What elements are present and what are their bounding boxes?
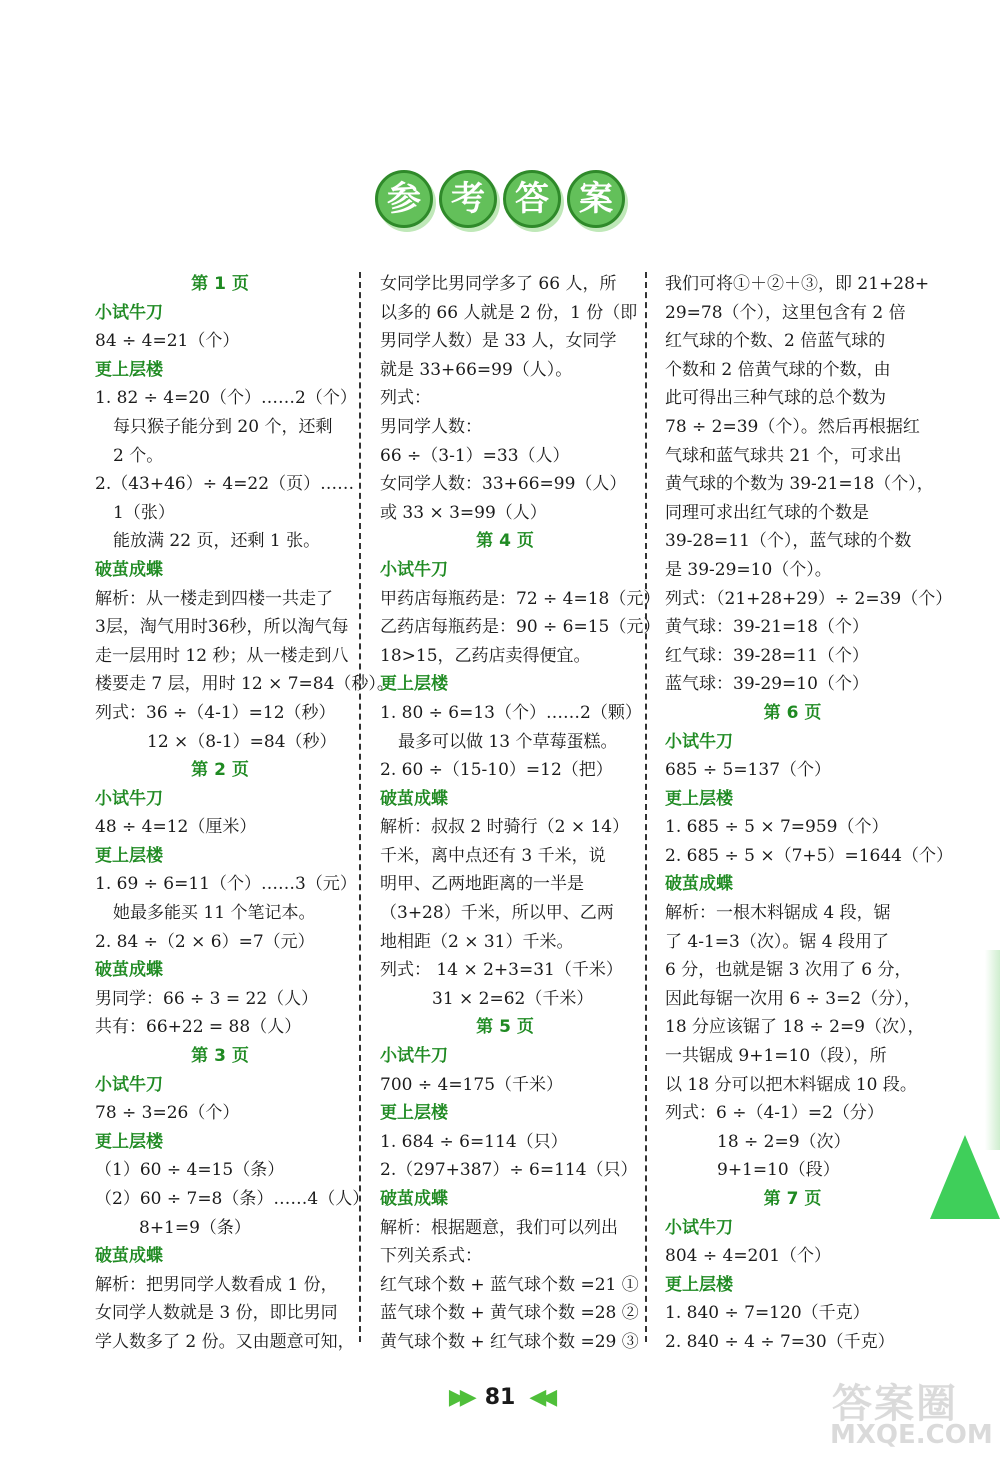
section-heading: 小试牛刀 bbox=[95, 302, 163, 323]
page-heading: 第 3 页 bbox=[191, 1046, 249, 1067]
section-heading: 更上层楼 bbox=[665, 788, 733, 809]
section-heading: 破茧成蝶 bbox=[380, 788, 448, 809]
answer-line: 男同学人数： bbox=[380, 416, 482, 437]
answer-line: 红气球的个数、2 倍蓝气球的 bbox=[665, 331, 886, 352]
answer-line: 18>15，乙药店卖得便宜。 bbox=[380, 645, 591, 666]
page-heading: 第 1 页 bbox=[191, 274, 249, 294]
watermark-url: MXQE.COM bbox=[830, 1420, 993, 1450]
answer-line: 黄气球个数 + 红气球个数 =29 ③ bbox=[380, 1331, 639, 1352]
title-char: 答 bbox=[503, 170, 561, 228]
answer-line: 楼要走 7 层，用时 12 × 7=84（秒）。 bbox=[95, 674, 394, 695]
answer-line: 每只猴子能分到 20 个，还剩 bbox=[113, 416, 333, 437]
answer-line: 她最多能买 11 个笔记本。 bbox=[113, 903, 316, 924]
page-heading: 第 4 页 bbox=[476, 531, 534, 552]
answer-line: 乙药店每瓶药是：90 ÷ 6=15（元） bbox=[380, 617, 661, 638]
answer-line: 列式： bbox=[380, 388, 431, 409]
section-heading: 破茧成蝶 bbox=[95, 960, 163, 981]
page-heading: 第 2 页 bbox=[191, 760, 249, 781]
answer-line: 女同学人数：33+66=99（人） bbox=[380, 474, 627, 495]
answer-line: 一共锯成 9+1=10（段），所 bbox=[665, 1046, 887, 1067]
answer-line: 29=78（个），这里包含有 2 倍 bbox=[665, 302, 906, 323]
answer-line: 黄气球：39-21=18（个） bbox=[665, 617, 869, 638]
answer-line: 解析：根据题意，我们可以列出 bbox=[380, 1217, 618, 1238]
answer-line: 就是 33+66=99（人）。 bbox=[380, 359, 573, 380]
answer-line: （1）60 ÷ 4=15（条） bbox=[95, 1160, 285, 1181]
answer-line: 男同学人数）是 33 人，女同学 bbox=[380, 331, 617, 352]
page-heading: 第 5 页 bbox=[476, 1017, 534, 1038]
section-heading: 小试牛刀 bbox=[380, 1046, 448, 1067]
answer-line: 18 分应该锯了 18 ÷ 2=9（次）， bbox=[665, 1017, 925, 1038]
answer-line: 1. 69 ÷ 6=11（个）……3（元） bbox=[95, 874, 357, 895]
answer-column-3 bbox=[665, 270, 953, 1357]
answer-line: （3+28）千米，所以甲、乙两 bbox=[380, 903, 614, 924]
answer-line: 2.（43+46）÷ 4=22（页）…… bbox=[95, 474, 355, 495]
section-heading: 破茧成蝶 bbox=[665, 874, 733, 895]
decorative-leaf bbox=[985, 950, 1000, 1150]
answer-line: 列式： 14 × 2+3=31（千米） bbox=[380, 960, 623, 981]
answer-line: 男同学：66 ÷ 3 = 22（人） bbox=[95, 988, 319, 1009]
answer-line: 甲药店每瓶药是：72 ÷ 4=18（元） bbox=[380, 588, 661, 609]
answer-column-1 bbox=[95, 270, 394, 1357]
answer-line: 解析：从一楼走到四楼一共走了 bbox=[95, 588, 333, 609]
answer-line: 12 ×（8-1）=84（秒） bbox=[147, 731, 337, 752]
section-heading: 更上层楼 bbox=[665, 1274, 733, 1295]
section-heading: 破茧成蝶 bbox=[380, 1189, 448, 1209]
answer-line: 列式：36 ÷（4-1）=12（秒） bbox=[95, 702, 336, 723]
page-title bbox=[0, 170, 1000, 228]
answer-line: 48 ÷ 4=12（厘米） bbox=[95, 817, 257, 838]
answer-line: 解析：把男同学人数看成 1 份， bbox=[95, 1274, 338, 1295]
section-heading: 更上层楼 bbox=[95, 359, 163, 380]
section-heading: 破茧成蝶 bbox=[95, 1246, 163, 1267]
section-heading: 更上层楼 bbox=[95, 1131, 163, 1152]
answer-line: 8+1=9（条） bbox=[139, 1217, 251, 1238]
section-heading: 更上层楼 bbox=[380, 674, 448, 695]
answer-line: 地相距（2 × 31）千米。 bbox=[380, 931, 574, 952]
title-char: 考 bbox=[439, 170, 497, 228]
answer-line: 列式：6 ÷（4-1）=2（分） bbox=[665, 1103, 884, 1124]
answer-line: 此可得出三种气球的总个数为 bbox=[665, 388, 886, 409]
answer-line: （2）60 ÷ 7=8（条）……4（人） bbox=[95, 1189, 370, 1209]
answer-line: 2 个。 bbox=[113, 445, 164, 466]
answer-line: 78 ÷ 3=26（个） bbox=[95, 1103, 240, 1124]
answer-line: 804 ÷ 4=201（个） bbox=[665, 1246, 832, 1267]
answer-line: 66 ÷（3-1）=33（人） bbox=[380, 445, 570, 466]
answer-line: 最多可以做 13 个草莓蛋糕。 bbox=[398, 731, 618, 752]
answer-line: 31 × 2=62（千米） bbox=[432, 988, 594, 1009]
answer-line: 1（张） bbox=[113, 502, 175, 523]
answer-line: 685 ÷ 5=137（个） bbox=[665, 760, 832, 781]
answer-line: 2.（297+387）÷ 6=114（只） bbox=[380, 1160, 638, 1181]
answer-line: 1. 840 ÷ 7=120（千克） bbox=[665, 1303, 870, 1324]
answer-line: 9+1=10（段） bbox=[717, 1160, 840, 1181]
answer-line: 下列关系式： bbox=[380, 1246, 482, 1267]
answer-line: 我们可将①＋②＋③，即 21+28+ bbox=[665, 274, 930, 294]
answer-line: 6 分，也就是锯 3 次用了 6 分， bbox=[665, 960, 912, 981]
column-divider bbox=[359, 272, 361, 1342]
left-arrows-icon: ◀◀ bbox=[529, 1385, 552, 1410]
answer-line: 2. 84 ÷（2 × 6）=7（元） bbox=[95, 931, 315, 952]
answer-line: 以多的 66 人就是 2 份，1 份（即 bbox=[380, 302, 638, 323]
answer-line: 或 33 × 3=99（人） bbox=[380, 502, 547, 523]
answer-line: 84 ÷ 4=21（个） bbox=[95, 331, 240, 352]
answer-line: 1. 82 ÷ 4=20（个）……2（个） bbox=[95, 388, 357, 409]
answer-line: 因此每锯一次用 6 ÷ 3=2（分）， bbox=[665, 988, 921, 1009]
answer-line: 能放满 22 页，还剩 1 张。 bbox=[113, 531, 321, 552]
answer-line: 个数和 2 倍黄气球的个数，由 bbox=[665, 359, 891, 380]
answer-line: 解析：一根木料锯成 4 段，锯 bbox=[665, 903, 891, 924]
answer-line: 红气球：39-28=11（个） bbox=[665, 645, 869, 666]
answer-line: 解析：叔叔 2 时骑行（2 × 14） bbox=[380, 817, 630, 838]
answer-line: 女同学比男同学多了 66 人，所 bbox=[380, 274, 617, 294]
answer-line: 女同学人数就是 3 份，即比男同 bbox=[95, 1303, 338, 1324]
answer-line: 走一层用时 12 秒；从一楼走到八 bbox=[95, 645, 349, 666]
section-heading: 小试牛刀 bbox=[665, 731, 733, 752]
answer-line: 39-28=11（个），蓝气球的个数 bbox=[665, 531, 912, 552]
answer-line: 共有：66+22 = 88（人） bbox=[95, 1017, 302, 1038]
title-char: 参 bbox=[375, 170, 433, 228]
answer-line: 2. 685 ÷ 5 ×（7+5）=1644（个） bbox=[665, 845, 953, 866]
answer-line: 2. 840 ÷ 4 ÷ 7=30（千克） bbox=[665, 1331, 895, 1352]
answer-line: 以 18 分可以把木料锯成 10 段。 bbox=[665, 1074, 917, 1095]
column-divider bbox=[645, 272, 647, 1342]
answer-line: 18 ÷ 2=9（次） bbox=[717, 1131, 851, 1152]
watermark-logo: 答案圈 bbox=[832, 1381, 958, 1427]
section-heading: 破茧成蝶 bbox=[95, 559, 163, 580]
section-heading: 小试牛刀 bbox=[95, 788, 163, 809]
answer-line: 700 ÷ 4=175（千米） bbox=[380, 1074, 564, 1095]
answer-line: 千米，离中点还有 3 千米，说 bbox=[380, 845, 606, 866]
page-heading: 第 6 页 bbox=[763, 702, 822, 723]
answer-line: 同理可求出红气球的个数是 bbox=[665, 502, 869, 523]
section-heading: 小试牛刀 bbox=[380, 559, 448, 580]
title-char: 案 bbox=[567, 170, 625, 228]
answer-line: 1. 684 ÷ 6=114（只） bbox=[380, 1131, 568, 1152]
section-heading: 更上层楼 bbox=[95, 845, 163, 866]
answer-line: 列式：（21+28+29）÷ 2=39（个） bbox=[665, 588, 953, 609]
answer-line: 2. 60 ÷（15-10）=12（把） bbox=[380, 760, 613, 781]
section-heading: 更上层楼 bbox=[380, 1103, 448, 1124]
triangle-decoration bbox=[930, 1135, 1000, 1219]
page-number: 81 bbox=[484, 1385, 516, 1410]
answer-line: 黄气球的个数为 39-21=18（个）， bbox=[665, 474, 934, 495]
answer-line: 78 ÷ 2=39（个）。然后再根据红 bbox=[665, 416, 920, 437]
answer-line: 是 39-29=10（个）。 bbox=[665, 559, 832, 580]
answer-line: 1. 685 ÷ 5 × 7=959（个） bbox=[665, 817, 889, 838]
answer-line: 蓝气球个数 + 黄气球个数 =28 ② bbox=[380, 1303, 639, 1324]
answer-line: 了 4-1=3（次）。锯 4 段用了 bbox=[665, 931, 889, 952]
answer-line: 明甲、乙两地距离的一半是 bbox=[380, 874, 584, 895]
section-heading: 小试牛刀 bbox=[95, 1074, 163, 1095]
page-heading: 第 7 页 bbox=[763, 1189, 822, 1209]
right-arrows-icon: ▶▶ bbox=[448, 1385, 471, 1410]
section-heading: 小试牛刀 bbox=[665, 1217, 733, 1238]
answer-line: 蓝气球：39-29=10（个） bbox=[665, 674, 869, 695]
answer-line: 气球和蓝气球共 21 个，可求出 bbox=[665, 445, 902, 466]
answer-line: 3层，淘气用时36秒，所以淘气每 bbox=[95, 617, 349, 638]
answer-column-2 bbox=[380, 270, 661, 1357]
answer-line: 红气球个数 + 蓝气球个数 =21 ① bbox=[380, 1274, 639, 1295]
answer-line: 1. 80 ÷ 6=13（个）……2（颗） bbox=[380, 702, 642, 723]
answer-line: 学人数多了 2 份。又由题意可知， bbox=[95, 1331, 355, 1352]
